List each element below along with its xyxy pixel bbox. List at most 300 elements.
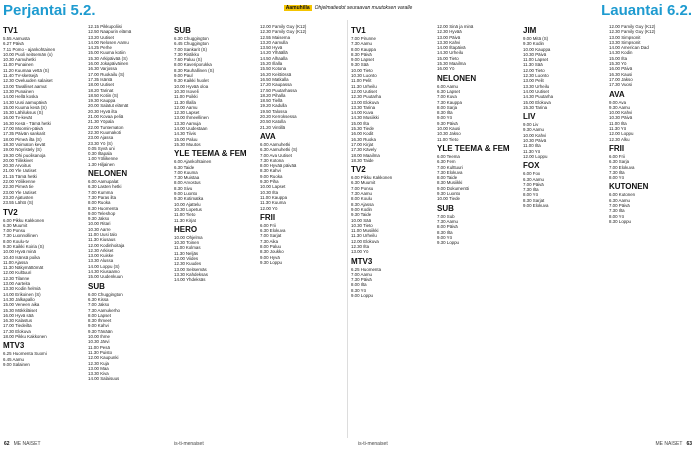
program-line: 9.00 Teleshop (88, 210, 116, 216)
program-line: 12.30 Alku (609, 136, 630, 142)
program-line: 6.00 Frii (260, 222, 276, 228)
program-line: 14.00 Hellä koska (3, 94, 38, 100)
program-line: 7.30 Aamu (437, 218, 458, 224)
program-line: 10.00 Lapset (260, 184, 286, 190)
program-line: 13.00 Seitsemäs (174, 266, 207, 272)
program-line: 6.00 Pikku Kakkonen (3, 217, 45, 223)
program-line: 8.00 Koulu-tv (3, 238, 29, 244)
program-line: 9.30 Aamu (523, 127, 544, 133)
program-line: 15.30 Mökkiläiset (3, 307, 37, 313)
program-line: 7.30 Ristikko (174, 51, 200, 57)
program-line: 12.30 Oveluuden salaiset (3, 78, 53, 84)
program-line: 7.00 Ava Uutiset (260, 152, 292, 158)
program-line: 14.00 Erikoinen (S) (3, 291, 41, 297)
program-line: 7.00 Pirunne (351, 36, 376, 41)
program-line: 9.00 Elokuva (523, 203, 549, 209)
program-line: 9.30 Kodin (523, 41, 544, 47)
program-line: 10.00 Kahvi (523, 132, 547, 138)
program-line: 6.00 Aamu (437, 83, 458, 89)
program-line: 15.50 Kotona (260, 66, 287, 72)
program-line: 19.20 Kadulla (260, 103, 287, 109)
program-line: 13.00 Tavalliset aamut (3, 83, 47, 89)
program-line: 11.40 TV-sketsejä (3, 73, 38, 79)
program-line: 15.00 Kuuma kesä (S) (3, 104, 47, 110)
schedule-column (3, 24, 87, 432)
program-line: 12.00 Elokuva (351, 238, 379, 244)
program-line: 8.30 Huomenta (88, 205, 119, 211)
program-line: 10.00 Ihme (88, 334, 110, 340)
program-line: 9.00 Ava (609, 99, 627, 105)
program-line: 10.00 Tieto (351, 67, 373, 73)
program-line: 8.00 Yö (609, 213, 625, 219)
program-line: 7.30 Aika (260, 238, 279, 244)
footer-right (655, 441, 692, 447)
program-line: 19.50 Talossa (260, 108, 288, 114)
program-line: 16.30 Varjossa (88, 66, 117, 72)
program-line: 14.30 Urheilu (437, 50, 464, 56)
program-line: 20.30 Arvoitus (3, 163, 31, 169)
program-line: 8.30 Rauhallinen (S) (174, 67, 215, 73)
program-line: 7.00 Ponsu (351, 185, 374, 191)
channel-heading: MTV3 (351, 256, 373, 266)
program-line: 9.00 Paul (174, 73, 193, 79)
program-line: 6.30 Aamuhetki (S) (260, 147, 298, 153)
program-line: 13.30 Aamuja (174, 120, 201, 126)
program-line: 12.30 Ilta (351, 243, 370, 249)
program-line: 19.30 Ohi puolisanoja (3, 152, 46, 158)
program-line: 8.00 Yö (609, 175, 625, 181)
program-line: 11.00 Pelit (351, 78, 372, 84)
page-fold-divider (347, 20, 348, 438)
program-line: 10.30 Järvi (88, 339, 110, 345)
program-line: 21.00 Yle Uutiset (3, 168, 37, 174)
program-line: 13.30 Kiva (88, 371, 109, 377)
program-line: 8.00 Lapset (88, 312, 111, 318)
program-line: 10.00 Tiede (437, 196, 460, 202)
program-line: 8.30 Joukko (260, 249, 284, 255)
program-line: 13.30 Punainen (3, 88, 34, 94)
program-line: 20.30 Hyvä ilta (88, 108, 118, 114)
program-line: 7.30 Paras ilta (88, 194, 117, 200)
program-line: 9.00 Luonto (174, 191, 198, 197)
program-line: 23.30 Yö (S) (88, 140, 113, 146)
program-line: 13.00 Päivä (437, 34, 461, 40)
channel-heading: AVA (609, 89, 625, 99)
program-line: 17.35 Päivän sankarit (3, 131, 46, 137)
program-line: 11.00 Poikki (174, 94, 198, 100)
center-banner (258, 5, 438, 11)
program-line: 9.30 Kaikki huolet (174, 78, 209, 84)
program-line: 14.00 Yhdeksäs (174, 277, 206, 283)
program-line: 15.30 Lähiluksus (S) (3, 110, 44, 116)
program-line: 11.00 Kauppa (260, 194, 288, 200)
program-line: 11.30 Kirjat (174, 217, 196, 223)
program-line: 8.30 Ilta (437, 110, 453, 116)
page-number-right: 63 (686, 441, 692, 447)
program-line: 10.30 Toinen (174, 240, 200, 246)
program-line: 21.20 Vintillä (260, 124, 286, 130)
program-line: 20.00 Salatut elämät (88, 103, 129, 109)
program-line: 7.00 Sub (437, 213, 455, 219)
right-day-title: Lauantai 6.2. (601, 2, 692, 19)
program-line: 7.30 Elokuva (437, 169, 463, 175)
program-line: 14.00 American Dad (609, 45, 649, 51)
program-line: 7.30 Kotona (260, 157, 284, 163)
program-line: 17.20 Kaupassa (260, 82, 292, 88)
program-line: 16.00 Yö (437, 66, 455, 72)
program-line: 16.00 Tv-kevät (3, 115, 32, 121)
program-line: 16.30 Kesä - Tämä hetki (3, 120, 51, 126)
channel-heading: SUB (174, 26, 191, 35)
schedule-column (437, 24, 521, 432)
program-line: 10.00 Kausi (437, 126, 461, 132)
program-line: 8.00 Ruoka (88, 200, 111, 206)
program-line: 8.00 Yö (523, 192, 539, 198)
program-line: 12.00 Aamu (174, 104, 198, 110)
program-line: 9.00 Lapset (351, 57, 374, 63)
program-line: 17.00 Ruokailu (S) (88, 71, 125, 77)
program-line: 11.00 Ilta (523, 143, 541, 149)
program-line: 9.30 Luonto (437, 191, 461, 197)
schedule-column (88, 24, 172, 432)
program-line: 23.00 Yle Uutiset (3, 189, 37, 195)
program-line: 13.00 Maa (88, 365, 109, 371)
program-line: 11.30 Neljäs (174, 250, 199, 256)
program-line: 12.30 Kuja (88, 360, 109, 366)
program-line: 17.30 Elokuva (3, 328, 31, 334)
program-line: 16.00 Hyvä sää (3, 312, 34, 318)
program-line: 17.00 Kirjat (351, 141, 374, 147)
schedule-column (174, 24, 258, 432)
program-line: 10.30 Päivä (609, 115, 633, 121)
program-line: 7.30 Luonnollinen (3, 233, 38, 239)
center-banner-text: Ohjelmatiedot seuraavan muutoksen varalle (314, 5, 413, 11)
program-line: 12.00 Family Guy (K12) (260, 24, 307, 29)
program-line: 12.00 Kulttuuri (3, 270, 32, 276)
program-line: 11.20 Kuumaa vettä (S) (3, 67, 50, 73)
program-line: 9.00 Dokumentti (437, 185, 469, 191)
program-line: 23.20 Ajatusten (3, 194, 34, 200)
program-line: 10.00 Sää (351, 217, 372, 223)
program-line: 15.30 Yö (609, 61, 627, 67)
program-line: 15.00 Paluu (174, 136, 198, 142)
program-line: 8.30 Loppu (609, 218, 631, 224)
program-line: 10.00 Hyvä minä (3, 249, 36, 255)
program-line: 12.00 Kaupunki (88, 355, 119, 361)
program-line: 21.30 Yöpala (88, 119, 114, 125)
program-line: 13.30 Kahvi (437, 39, 461, 45)
program-line: 10.00 Hyvää oloa (174, 83, 209, 89)
program-line: 18.50 Kotiin (S) (88, 92, 119, 98)
program-line: 13.30 Simpsonit (609, 39, 641, 45)
program-line: 10.30 Aamuhetki (3, 57, 36, 63)
center-banner-tag: Aamuhilla (285, 5, 310, 11)
program-line: 7.30 Päivä (351, 277, 372, 283)
program-line: 21.15 Tämä hetki (3, 173, 37, 179)
program-line: 18.00 Uutiset (88, 82, 114, 88)
program-line: 0.05 Syvä uni (88, 145, 115, 151)
program-line: 12.00 Loppu (609, 131, 634, 137)
program-line: 19.00 Nöyristely (S) (3, 147, 42, 153)
program-line: 6.30 Lapset (437, 88, 460, 94)
program-line: 9.30 Tänään (88, 328, 113, 334)
program-line: 12.00 Yö (260, 205, 278, 211)
program-line: 7.00 Kumma (88, 189, 113, 195)
program-line: 15.30 Muutos (174, 141, 201, 147)
program-line: 14.50 Alhaalla (260, 55, 288, 61)
program-line: 13.30 Alussa (88, 258, 114, 264)
program-line: 14.30 Tiivis (174, 131, 196, 137)
channel-heading: NELONEN (437, 73, 477, 83)
program-line: 12.15 Pikkupoliisi (88, 24, 122, 29)
program-line: 6.00 Chuggington (88, 291, 123, 297)
program-line: 6.30 Kissa (88, 296, 109, 302)
channel-heading: SUB (88, 281, 105, 291)
program-line: 9.30 Taide (351, 212, 372, 218)
program-line: 8.00 Sarja (437, 104, 458, 110)
program-line: 12.30 Puutarha (351, 94, 382, 100)
program-line: 14.25 Perhe (88, 45, 112, 51)
program-line: 10.30 Lopetus (174, 206, 202, 212)
program-line: 20.00 Tiiliskivet (3, 157, 33, 163)
program-line: 7.00 Päivä (523, 181, 544, 187)
program-line: 10.00 Kauppa (523, 46, 551, 52)
program-line: 23.00 Ajassa (88, 135, 114, 141)
program-line: 17.00 Jakso (609, 76, 633, 82)
program-line: 13.00 Elokuva (351, 99, 379, 105)
program-line: 12.50 Naapurin elämä (88, 29, 132, 35)
program-line: 9.00 Yö (437, 234, 453, 240)
program-line: 17.30 Kävely (351, 147, 377, 153)
program-line: 16.20 Keittiössä (260, 71, 292, 77)
program-line: 8.30 Ilta (437, 229, 453, 235)
program-line: 16.50 Matkalla (260, 76, 289, 82)
program-line: 6.30 Elokuva (260, 228, 286, 234)
program-line: 15.00 Elokuva (523, 99, 551, 105)
footer-left-brand: ME NAISET (13, 441, 41, 447)
program-line: 10.30 Ilta (260, 189, 279, 195)
program-line: 15.00 Tieto (437, 55, 459, 61)
program-line: 11.00 Kolmas (174, 245, 201, 251)
program-line: 11.00 Lapset (523, 57, 549, 63)
program-line: 7.00 Sarjat (260, 233, 282, 239)
program-line: 12.30 Luonto (523, 73, 549, 79)
program-line: 12.30 Kuudes (174, 261, 202, 267)
program-line: 6.00 Fox (523, 171, 541, 177)
program-line: 8.00 Kauppa (351, 46, 376, 52)
program-line: 14.00 Kuva (351, 110, 374, 116)
program-line: 9.00 Loppu (351, 293, 373, 299)
program-line: 9.30 Piha (260, 179, 279, 185)
program-line: 10.40 Isänsä poika (3, 254, 40, 260)
schedule-column (260, 24, 344, 432)
program-line: 11.00 Musiikki (351, 228, 379, 234)
program-line: 6.30 Fem (437, 159, 456, 165)
footer-center-right: is-ti-menaiset (358, 441, 388, 447)
program-line: 9.30 Loppu (260, 259, 282, 265)
channel-heading: YLE TEEMA & FEM (174, 149, 247, 159)
page-number-left: 62 (4, 441, 10, 447)
program-line: 6.00 Pikku Kakkonen (351, 175, 393, 181)
program-line: 14.00 Uudestaan (174, 126, 208, 132)
channel-heading: JIM (523, 26, 537, 35)
program-line: 9.30 Loppu (437, 240, 459, 246)
program-line: 9.30 Aamu (609, 104, 630, 110)
program-line: 7.30 Ilta (609, 208, 625, 214)
program-line: 13.20 Aamulla (260, 39, 288, 45)
program-line: 17.50 Puutarhassa (260, 87, 297, 93)
program-line: 13.30 Kahdeksas (174, 271, 208, 277)
program-line: 14.00 Salaisuus (88, 376, 120, 382)
program-line: 12.00 Loppu (523, 153, 548, 159)
program-line: 18.30 Taide (351, 157, 374, 163)
program-line: 9.00 Kodin (351, 206, 372, 212)
program-line: 7.30 Aamu (351, 191, 372, 197)
program-line: 7.60 Paluu (S) (174, 57, 203, 63)
program-line: 7.00 Päivä (609, 203, 630, 209)
program-line: 11.00 Tieto (174, 212, 196, 218)
program-line: 10.30 Päivä (523, 51, 547, 57)
program-line: 18.20 Tarinat (88, 87, 114, 93)
program-line: 17.00 Tiedeilta (3, 323, 32, 329)
schedule-column (351, 24, 435, 432)
program-line: 20.50 Katolla (260, 119, 286, 125)
program-line: 15.30 Tiede (351, 126, 374, 132)
program-line: 6.25 Huomenta Suomi (3, 351, 47, 357)
program-line: 16.30 Ruoka (351, 136, 376, 142)
program-line: 10.30 Luonto (351, 73, 377, 79)
program-line: 6.00 Kutonen (609, 192, 636, 198)
program-line: 9.00 Salainen (3, 361, 30, 367)
program-line: 6.30 Sarja (609, 159, 630, 165)
program-line: 11.30 Urheilu (351, 83, 377, 89)
program-line: 6.00 Aamuhetki (260, 141, 291, 147)
channel-heading: SUB (437, 203, 454, 213)
program-line: 11.00 Punainen (3, 62, 34, 68)
program-line: 7.00 Elokuva (609, 164, 635, 170)
program-line: 11.00 Ilta (609, 120, 627, 126)
program-line: 6.30 Aamu (609, 197, 630, 203)
program-line: 8.00 Hyvää päivää (260, 163, 297, 169)
program-line: 10.00 Ritari (88, 221, 111, 227)
program-line: 7.00 Kulttuuri (437, 164, 463, 170)
program-line: 12.30 Arkiset (88, 247, 114, 253)
program-line: 12.30 Tilanne (3, 275, 30, 281)
program-line: 21.00 Kovaa peliä (88, 114, 124, 120)
program-line: 6.45 Chuggington (174, 41, 209, 47)
program-line: 9.30 Kaikki Koiria (S) (3, 243, 44, 249)
program-line: 8.30 Yö (351, 287, 367, 293)
program-line: 18.00 Maailma (351, 152, 380, 158)
program-line: 6.00 Ajankohtainen (174, 159, 212, 165)
program-line: 8.00 Koulu (351, 196, 372, 202)
program-line: 6.30 Muumit (3, 222, 28, 228)
program-line: 6.30 Chuggington (174, 36, 209, 41)
channel-heading: YLE TEEMA & FEM (437, 143, 510, 153)
program-line: 14.00 Nelosen Aamu (88, 39, 129, 45)
program-line: 9.30 Jakso (88, 216, 110, 222)
program-line: 7.30 Aamu (351, 41, 372, 47)
program-line: 18.20 Pihalla (260, 92, 286, 98)
program-line: 7.30 Ilta (523, 187, 539, 193)
program-line: 12.30 Hyvää (437, 29, 462, 35)
program-line: 11.00 Pesä (88, 344, 110, 350)
program-line: 8.30 Kahvi (260, 168, 281, 174)
program-line: 17.00 Moomin-päivä (3, 126, 43, 132)
channel-heading: NELONEN (88, 169, 128, 179)
program-line: 8.30 Sivu (174, 185, 193, 191)
channel-heading: FRII (260, 212, 276, 222)
program-line: 18.50 Tiellä (260, 98, 283, 104)
program-line: 5.55 Aamusta (3, 36, 30, 41)
program-line: 10.30 Aarre (88, 226, 111, 232)
program-line: 7.00 Jakso (88, 302, 110, 308)
program-line: 15.30 Arkipäivää (S) (88, 55, 128, 61)
program-line: 16.00 Kodit (351, 131, 374, 137)
program-line: 13.20 Uutiset (88, 34, 114, 40)
program-line: 14.20 Ylhäällä (260, 50, 288, 56)
program-line: 7.30 Aamukerho (88, 307, 120, 313)
program-line: 8.30 Musiikki (437, 180, 463, 186)
program-line: 13.00 Ihmeellinen (174, 115, 209, 121)
channel-heading: KUTONEN (609, 182, 649, 192)
program-line: 7.30 Muistaa (174, 175, 200, 181)
program-line: 7.11 Pomo - ajankohtainen (3, 46, 56, 52)
program-line: 8.30 Ihmeet (88, 318, 112, 324)
program-line: 18.00 Pimeä ilta (S) (3, 136, 42, 142)
program-line: 6.25 Huomenta (351, 266, 382, 272)
program-line: 8.00 Arvostus (174, 180, 201, 186)
program-line: 18.30 Voimaton kevät (3, 141, 46, 147)
program-line: 9.00 Kahvi (88, 323, 109, 329)
program-line: 11.30 Illalla (174, 99, 196, 105)
program-line: 14.30 Kodin (609, 50, 633, 56)
channel-heading: TV1 (351, 26, 366, 35)
program-line: 9.00 Mitä (S) (523, 36, 549, 41)
program-line: 14.00 Iltapäivä (437, 45, 466, 51)
program-line: 12.00 Tieto (523, 67, 545, 73)
program-line: 6.00 Frii (609, 153, 625, 159)
program-line: 16.00 Jokapäiväinen (88, 61, 129, 67)
program-line: 10.30 Jakso (437, 131, 461, 137)
program-line: 9.00 Ruoka (260, 173, 283, 179)
program-line: 13.30 Kodin helmiä (3, 286, 41, 292)
program-line: 7.00 Sankarit (S) (174, 46, 207, 52)
program-line: 14.30 Jalkapallo (3, 296, 35, 302)
program-line: 15.00 Ilta (351, 120, 370, 126)
channel-heading: TV2 (351, 165, 366, 175)
program-line: 6.30 Aamu (523, 176, 544, 182)
channel-heading: TV1 (3, 26, 18, 35)
footer-center-left: is-ti-menaiset (174, 441, 204, 447)
program-line: 11.00 Tieto (437, 136, 459, 142)
program-line: 6.00 Teema (437, 153, 460, 159)
program-line: 14.30 Uusi aamupäivä (3, 99, 47, 105)
program-line: 8.30 Päivä (351, 51, 372, 57)
program-line: 19.30 Kauppa (88, 98, 116, 104)
program-line: 7.30 Ilta (609, 169, 625, 175)
program-line: 11.30 Yö (609, 126, 627, 132)
program-line: 11.30 Näkymättömät (3, 265, 44, 271)
program-line: 11.30 Urheilu (351, 233, 377, 239)
program-line: 13.00 Simpsonit (609, 34, 641, 40)
program-line: 15.30 Tarina (523, 104, 548, 110)
channel-heading: LIV (523, 112, 536, 122)
program-line: 12.00 Viides (174, 255, 199, 261)
program-line: 11.00 Ajassa (3, 259, 28, 265)
program-line: 12.55 Maisema (260, 34, 291, 40)
footer-left (4, 441, 41, 447)
